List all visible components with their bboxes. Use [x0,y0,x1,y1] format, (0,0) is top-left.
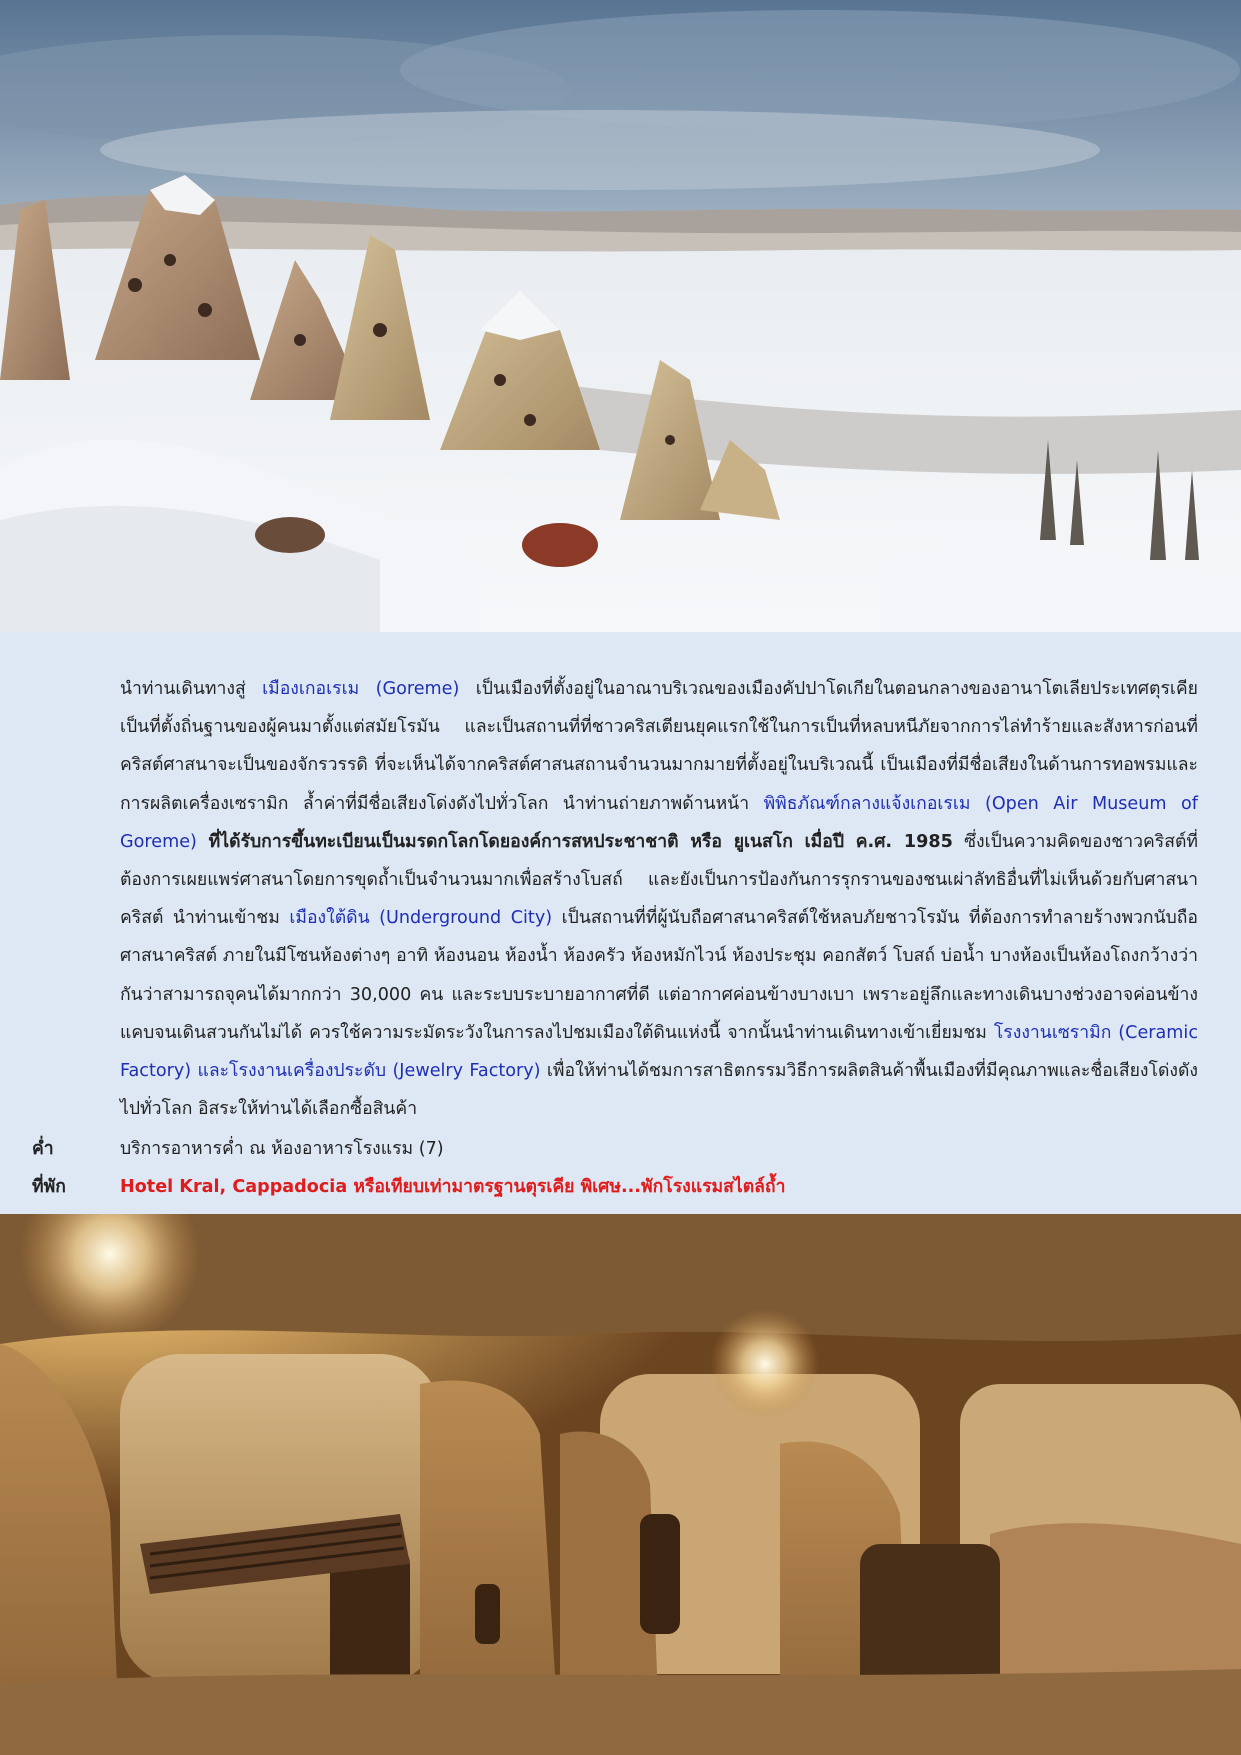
underground-city-highlight: เมืองใต้ดิน (Underground City) [289,908,553,929]
hotel-label: ที่พัก [32,1177,66,1197]
itinerary-paragraph [120,670,1198,1128]
factory-highlight: โรงงานเซรามิก (Ceramic Factory) และโรงงานเครื่องประดับ (Jewelry Factory) [120,1022,1198,1082]
factory-description: เพื่อให้ท่านได้ชมการสาธิตกรรมวิธีการผลิตสินค้าพื้นเมืองที่มีคุณภาพและชื่อเสียงโด่งดังไปทั่วโลก อิสระให้ท่านได้เลือกซื้อสินค้า [120,1061,1198,1120]
snowy-cappadocia-photo [0,0,1241,632]
underground-city-photo [0,1214,1241,1755]
goreme-description: เป็นเมืองที่ตั้งอยู่ในอาณาบริเวณของเมืองคัปปาโดเกียในตอนกลางของอานาโตเลียประเทศตุรเคีย เป็นที่ตั้งถิ่นฐานของผู้คนมาตั้งแต่สมัยโรมัน และเป็นสถานที่ที่ชาวคริสเตียนยุคแรกใช้ในการเป็นที่หลบหนีภัยจากการไล่ทำร้ายและสังหารก่อนที่คริสต์ศาสนาจะเป็นของจักรวรรดิ ที่จะเห็นได้จากคริสต์ศาสนสถานจำนวนมากมายที่ตั้งอยู่ในบริเวณนี้ เป็นเมืองที่มีชื่อเสียงในด้านการทอพรมและการผลิตเครื่องเซรามิก ล้ำค่าที่มีชื่อเสียงโด่งดังไปทั่วโลก นำท่านถ่ายภาพด้านหน้า [120,679,1198,814]
goreme-highlight: เมืองเกอเรเม (Goreme) [262,679,460,699]
intro-text: นำท่านเดินทางสู่ [120,679,263,699]
unesco-note: ที่ได้รับการขึ้นทะเบียนเป็นมรดกโลกโดยองค์การสหประชาชาติ หรือ ยูเนสโก เมื่อปี ค.ศ. 1985 [196,831,953,852]
underground-city-description: เป็นสถานที่ที่ผู้นับถือศาสนาคริสต์ใช้หลบภัยชาวโรมัน ที่ต้องการทำลายร้างพวกนับถือศาสนาคริสต์ ภายในมีโซนห้องต่างๆ อาทิ ห้องนอน ห้องน้ำ ห้องครัว ห้องหมักไวน์ ห้องประชุม คอกสัตว์ โบสถ์ บ่อน้ำ บางห้องเป็นห้องโถงกว้างว่ากันว่าสามารถจุคนได้มากกว่า 30,000 คน และระบบระบายอากาศที่ดี แต่อากาศค่อนข้างบางเบา เพราะอยู่ลึกและทางเดินบางช่วงอาจค่อนข้างแคบจนเดินสวนกันไม่ได้ ควรใช้ความระมัดระวังในการลงไปชมเมืองใต้ดินแห่งนี้ จากนั้นนำท่านเดินทางเข้าเยี่ยมชม [120,908,1198,1043]
open-air-museum-highlight: พิพิธภัณฑ์กลางแจ้งเกอเรเม (Open Air Museum of Goreme) [120,793,1198,852]
dinner-label: ค่ำ [32,1139,54,1159]
dinner-value: บริการอาหารค่ำ ณ ห้องอาหารโรงแรม (7) [120,1139,444,1159]
church-description: ซึ่งเป็นความคิดของชาวคริสต์ที่ต้องการเผยแพร่ศาสนาโดยการขุดถ้ำเป็นจำนวนมากเพื่อสร้างโบสถ์ และยังเป็นการป้องกันการรุกรานของชนเผ่าลัทธิอื่นที่ไม่เห็นด้วยกับศาสนาคริสต์ นำท่านเข้าชม [120,831,1198,929]
itinerary-description [120,670,1198,1128]
hotel-value: Hotel Kral, Cappadocia หรือเทียบเท่ามาตรฐานตุรเคีย พิเศษ...พักโรงแรมสไตล์ถ้ำ [120,1177,786,1197]
